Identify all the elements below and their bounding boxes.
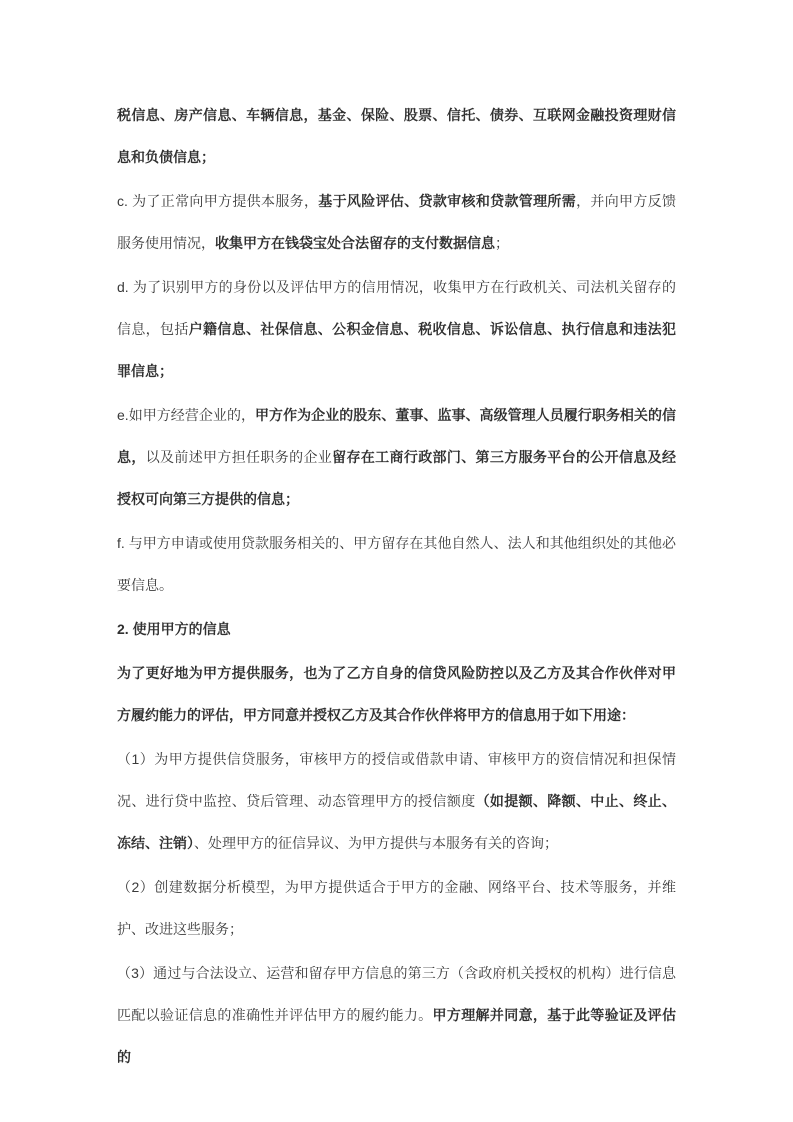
bold-text-run: 为了更好地为甲方提供服务，也为了乙方自身的信贷风险防控以及乙方及其合作伙伴对甲方履约能力的评估，甲方同意并授权乙方及其合作伙伴将甲方的信息用于如下用途： — [117, 665, 676, 723]
clause-c — [117, 180, 676, 264]
bold-text-run: 税信息、房产信息、车辆信息，基金、保险、股票、信托、债券、互联网金融投资理财信息和负债信息； — [117, 107, 676, 165]
bold-text-run: （如提额、降额、中止、终止、冻结、注销） — [117, 793, 677, 851]
clause-e — [117, 394, 676, 520]
bold-text-run: 甲方理解并同意，基于此等验证及评估的 — [117, 1007, 677, 1065]
text-run: 以及前述甲方担任职务的企业 — [145, 449, 333, 465]
document-body — [117, 94, 676, 1078]
clause-f — [117, 522, 676, 606]
use-item-1 — [117, 738, 676, 864]
text-run: ； — [495, 235, 509, 251]
text-run: f. 与甲方申请或使用贷款服务相关的、甲方留存在其他自然人、法人和其他组织处的其他必要信息。 — [117, 535, 676, 593]
bold-text-run: 收集甲方在钱袋宝处合法留存的支付数据信息 — [215, 235, 495, 251]
section-2-intro — [117, 652, 676, 736]
text-run: e.如甲方经营企业的， — [117, 407, 256, 423]
bold-text-run: 户籍信息、社保信息、公积金信息、税收信息、诉讼信息、执行信息和违法犯罪信息； — [117, 321, 677, 379]
text-run: d. 为了识别甲方的身份以及评估甲方的信用情况，收集甲方在行政机关、司法机关留存的信息，包括 — [117, 279, 676, 337]
clause-d — [117, 266, 676, 392]
text-run: ，并向甲方反馈服务使用情况， — [117, 193, 677, 251]
bold-text-run: 甲方作为企业的股东、董事、监事、高级管理人员履行职务相关的信息， — [117, 407, 676, 465]
text-run: （3）通过与合法设立、运营和留存甲方信息的第三方（含政府机关授权的机构）进行信息匹配以验证信息的准确性并评估甲方的履约能力。 — [117, 965, 676, 1023]
clause-b-continued — [117, 94, 676, 178]
use-item-2 — [117, 866, 676, 950]
text-run: （1）为甲方提供信贷服务，审核甲方的授信或借款申请、审核甲方的资信情况和担保情况、进行贷中监控、贷后管理、动态管理甲方的授信额度 — [117, 751, 676, 809]
text-run: （2）创建数据分析模型，为甲方提供适合于甲方的金融、网络平台、技术等服务，并维护、改进这些服务； — [117, 879, 676, 937]
bold-text-run: 2. 使用甲方的信息 — [117, 621, 231, 637]
text-run: c. 为了正常向甲方提供本服务， — [117, 193, 319, 209]
use-item-3 — [117, 952, 676, 1078]
bold-text-run: 留存在工商行政部门、第三方服务平台的公开信息及经授权可向第三方提供的信息； — [117, 449, 677, 507]
bold-text-run: 基于风险评估、贷款审核和贷款管理所需 — [318, 193, 577, 209]
section-2-heading — [117, 608, 676, 650]
text-run: 、处理甲方的征信异议、为甲方提供与本服务有关的咨询； — [194, 835, 558, 851]
